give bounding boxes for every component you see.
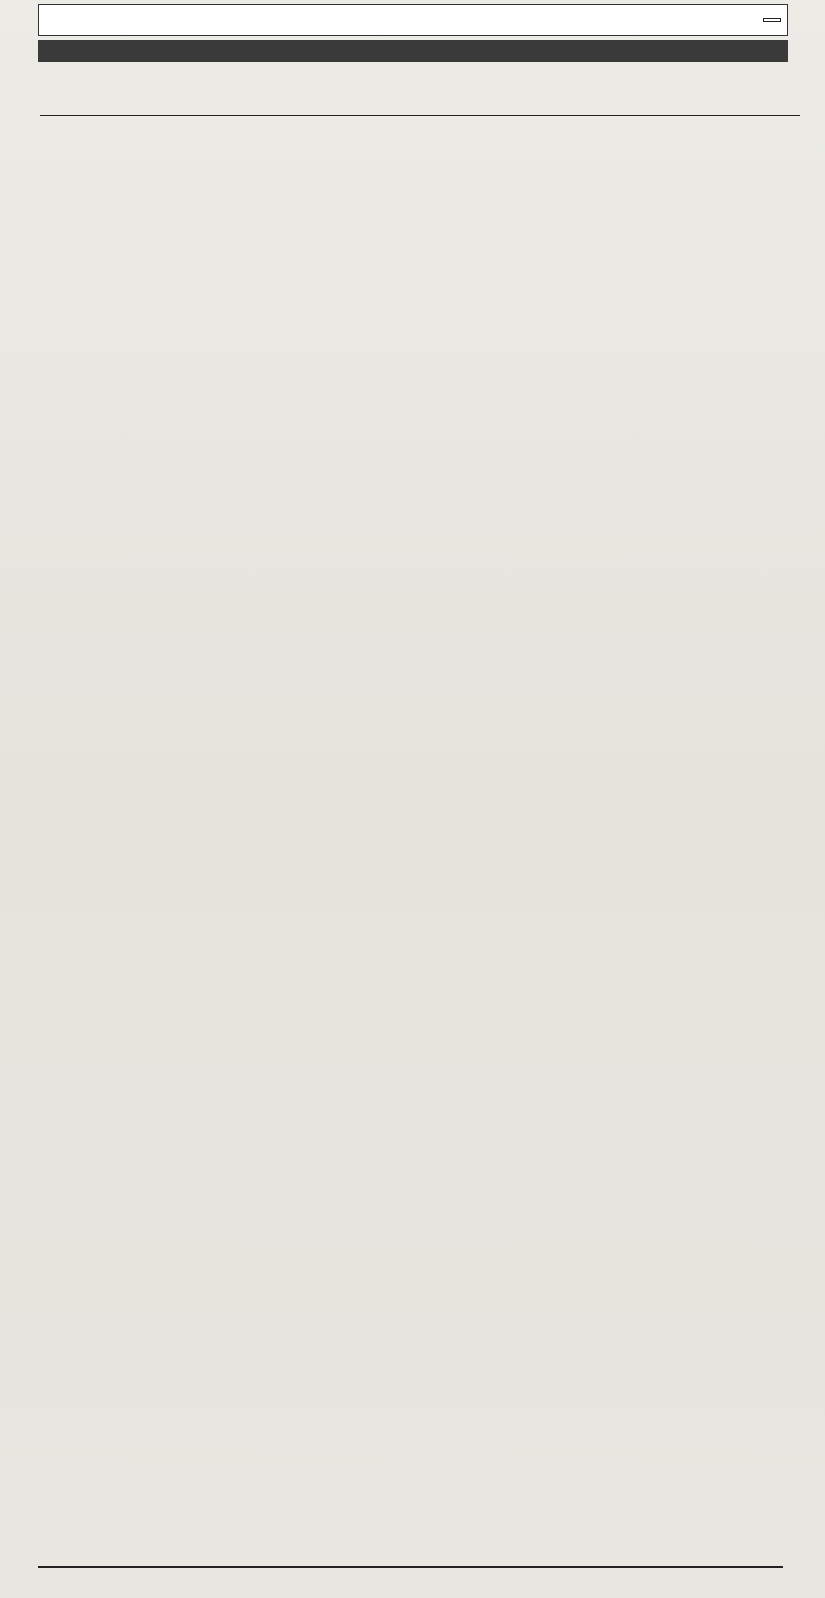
- q3-marks: [40, 90, 800, 112]
- paper-content: [40, 68, 800, 120]
- group-label: [763, 18, 781, 22]
- divider: [40, 115, 800, 116]
- paper-header: [38, 4, 788, 62]
- meta-bar: [38, 40, 788, 62]
- title-bar: [38, 4, 788, 36]
- bottom-rule: [38, 1566, 783, 1568]
- section-1-title: [40, 68, 800, 90]
